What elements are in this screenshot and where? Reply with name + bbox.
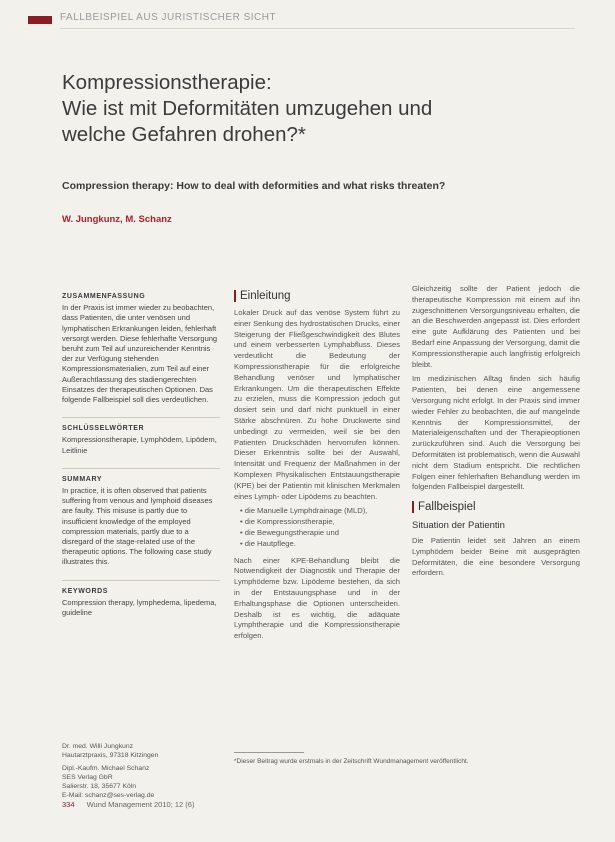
keywords-de-heading: SCHLÜSSELWÖRTER xyxy=(62,425,145,433)
list-item: • die Hautpflege. xyxy=(240,539,400,550)
section-heading-text: Einleitung xyxy=(240,289,291,302)
address-line: Salierstr. 18, 35677 Köln xyxy=(62,783,137,790)
section-marker xyxy=(412,501,414,513)
abstract-en xyxy=(62,475,220,568)
authors: W. Jungkunz, M. Schanz xyxy=(62,214,172,225)
title-line-1: Kompressionstherapie: xyxy=(62,71,272,94)
subsection-heading: Situation der Patientin xyxy=(412,520,505,532)
section-heading-text: Fallbeispiel xyxy=(418,500,476,513)
list-item: • die Bewegungstherapie und xyxy=(240,528,400,539)
rubric-label: FALLBEISPIEL AUS JURISTISCHER SICHT xyxy=(60,12,277,23)
page-footer xyxy=(62,800,194,809)
title-line-2: Wie ist mit Deformitäten umzugehen und xyxy=(62,97,433,120)
keywords-de-text: Kompressionstherapie, Lymphödem, Lipödem, Leitlinie xyxy=(62,435,217,455)
kpe-list xyxy=(234,506,400,549)
address-line: Dr. med. Willi Jungkunz xyxy=(62,743,134,750)
footnote-divider xyxy=(234,752,304,753)
abstract-de xyxy=(62,292,220,405)
right-paragraph-3: Die Patientin leidet seit Jahren an einem Lymphödem beider Beine mit ausgeprägten Deformitäten, die eine besondere Versorgung erfordern. xyxy=(412,535,580,578)
english-subtitle: Compression therapy: How to deal with deformities and what risks threaten? xyxy=(62,180,446,192)
abstract-column xyxy=(62,292,220,630)
keywords-de xyxy=(62,424,220,456)
abstract-en-heading: SUMMARY xyxy=(62,475,103,483)
rubric-color-bar xyxy=(28,16,52,24)
abstract-de-heading: ZUSAMMENFASSUNG xyxy=(62,293,146,300)
section-heading-intro xyxy=(234,290,400,302)
abstract-divider xyxy=(62,468,220,469)
right-paragraph-1: Gleichzeitig sollte der Patient jedoch die therapeutische Kompression mit einem auf ihn zugeschnittenen Versorgungsniveau erhalten, die an die Beschwerden angepasst ist. Dies erfordert eine gute Aufklärung des Patienten und bei Bedarf eine Anpassung der Versorgung, damit die Kompressionstherapie auch langfristig erfolgreich bleibt. xyxy=(412,284,580,369)
journal-citation: Wund Management 2010; 12 (6) xyxy=(86,800,195,809)
article-title xyxy=(62,70,582,148)
author-address-2 xyxy=(62,764,222,800)
author-address-1 xyxy=(62,742,222,760)
keywords-en-heading: KEYWORDS xyxy=(62,587,109,595)
title-line-3: welche Gefahren drohen?* xyxy=(62,123,306,146)
address-line: Hautarztpraxis, 97318 Kitzingen xyxy=(62,752,159,759)
abstract-divider xyxy=(62,580,220,581)
address-line: Dipl.-Kaufm. Michael Schanz xyxy=(62,765,150,772)
body-column-right xyxy=(412,284,580,583)
page-number: 334 xyxy=(62,800,75,809)
list-item: • die Manuelle Lymphdrainage (MLD), xyxy=(240,506,400,517)
abstract-divider xyxy=(62,417,220,418)
address-line: SES Verlag GbR xyxy=(62,774,113,781)
right-paragraph-2: Im medizinischen Alltag finden sich häufig Patienten, bei denen eine angemessene Versorgung nicht erfolgt. In der Praxis sind immer wieder Fehler zu beobachten, die auf mangelnde Kenntnis der Kompressionsmittel, der Materialeigenschaften und der Therapieoptionen zurückzuführen sind. Auch die Versorgung bei Deformitäten ist problematisch, wenn die Auswahl nicht dem Stadium entspricht. Die rechtlichen Folgen einer fehlerhaften Behandlung werden im folgenden Fallbeispiel dargestellt. xyxy=(412,374,580,492)
header-divider xyxy=(60,28,575,29)
section-marker xyxy=(234,290,236,302)
section-heading-case xyxy=(412,501,580,513)
abstract-en-text: In practice, it is often observed that patients suffering from venous and lymphoid diseases are faulty. This misuse is partly due to insufficient knowledge of the employed compression materials, partly due to a disregard of the stage-related use of the therapeutic options. The following case study illustrates this. xyxy=(62,486,213,567)
list-item: • die Kompressionstherapie, xyxy=(240,517,400,528)
abstract-de-text: In der Praxis ist immer wieder zu beobachten, dass Patienten, die unter venösen und lymphatischen Erkrankungen leiden, fehlerhaft versorgt werden. Diese fehlerhafte Versorgung beruht zum Teil auf unzureichender Kenntnis der zur Verfügung stehenden Kompressionsmaterialien, zum Teil auf einer Außerachtlassung des stadiengerechten Einsatzes der therapeutischen Optionen. Das folgende Fallbeispiel soll dies verdeutlichen. xyxy=(62,303,218,405)
address-email: E-Mail: schanz@ses-verlag.de xyxy=(62,792,155,799)
intro-paragraph-2: Nach einer KPE-Behandlung bleibt die Notwendigkeit der Diagnostik und Therapie der Lymphödeme bzw. Lipödeme bestehen, da sich in der Entstauungsphase und in der Erhaltungsphase die Optionen unterscheiden. Deshalb ist es wichtig, die adäquate Lymphtherapie und die Kompressionstherapie erfolgen. xyxy=(234,555,400,641)
intro-paragraph-1: Lokaler Druck auf das venöse System führt zu einer Senkung des hydrostatischen Drucks, einer Steigerung der Fließgeschwindigkeit des Blutes und einem verbesserten Lymphabfluss. Dieses verdeutlicht die Bedeutung der Kompressionstherapie für die erfolgreiche Behandlung venöser und lymphatischer Erkrankungen. Um die therapeutischen Effekte zu erzielen, muss die Kompression jedoch gut dosiert sein und darf nicht punktuell in einer Stärke abschnüren. Zu hohe Druckwerte sind unbedingt zu vermeiden, weil sie bei den Patienten Druckschäden hervorrufen können. Dieser Erkenntnis sollte bei der Auswahl, Intensität und Frequenz der Maßnahmen in der Komplexen Physikalischen Entstauungstherapie (KPE) bei der Patientin mit klinischen Merkmalen eines Lymph- oder Lipödems zu beachten. xyxy=(234,308,400,501)
body-column-middle xyxy=(234,290,400,646)
footnote: *Dieser Beitrag wurde erstmals in der Zeitschrift Wundmanagement veröffentlicht. xyxy=(234,758,469,765)
keywords-en xyxy=(62,587,220,619)
keywords-en-text: Compression therapy, lymphedema, lipedema, guideline xyxy=(62,597,217,618)
